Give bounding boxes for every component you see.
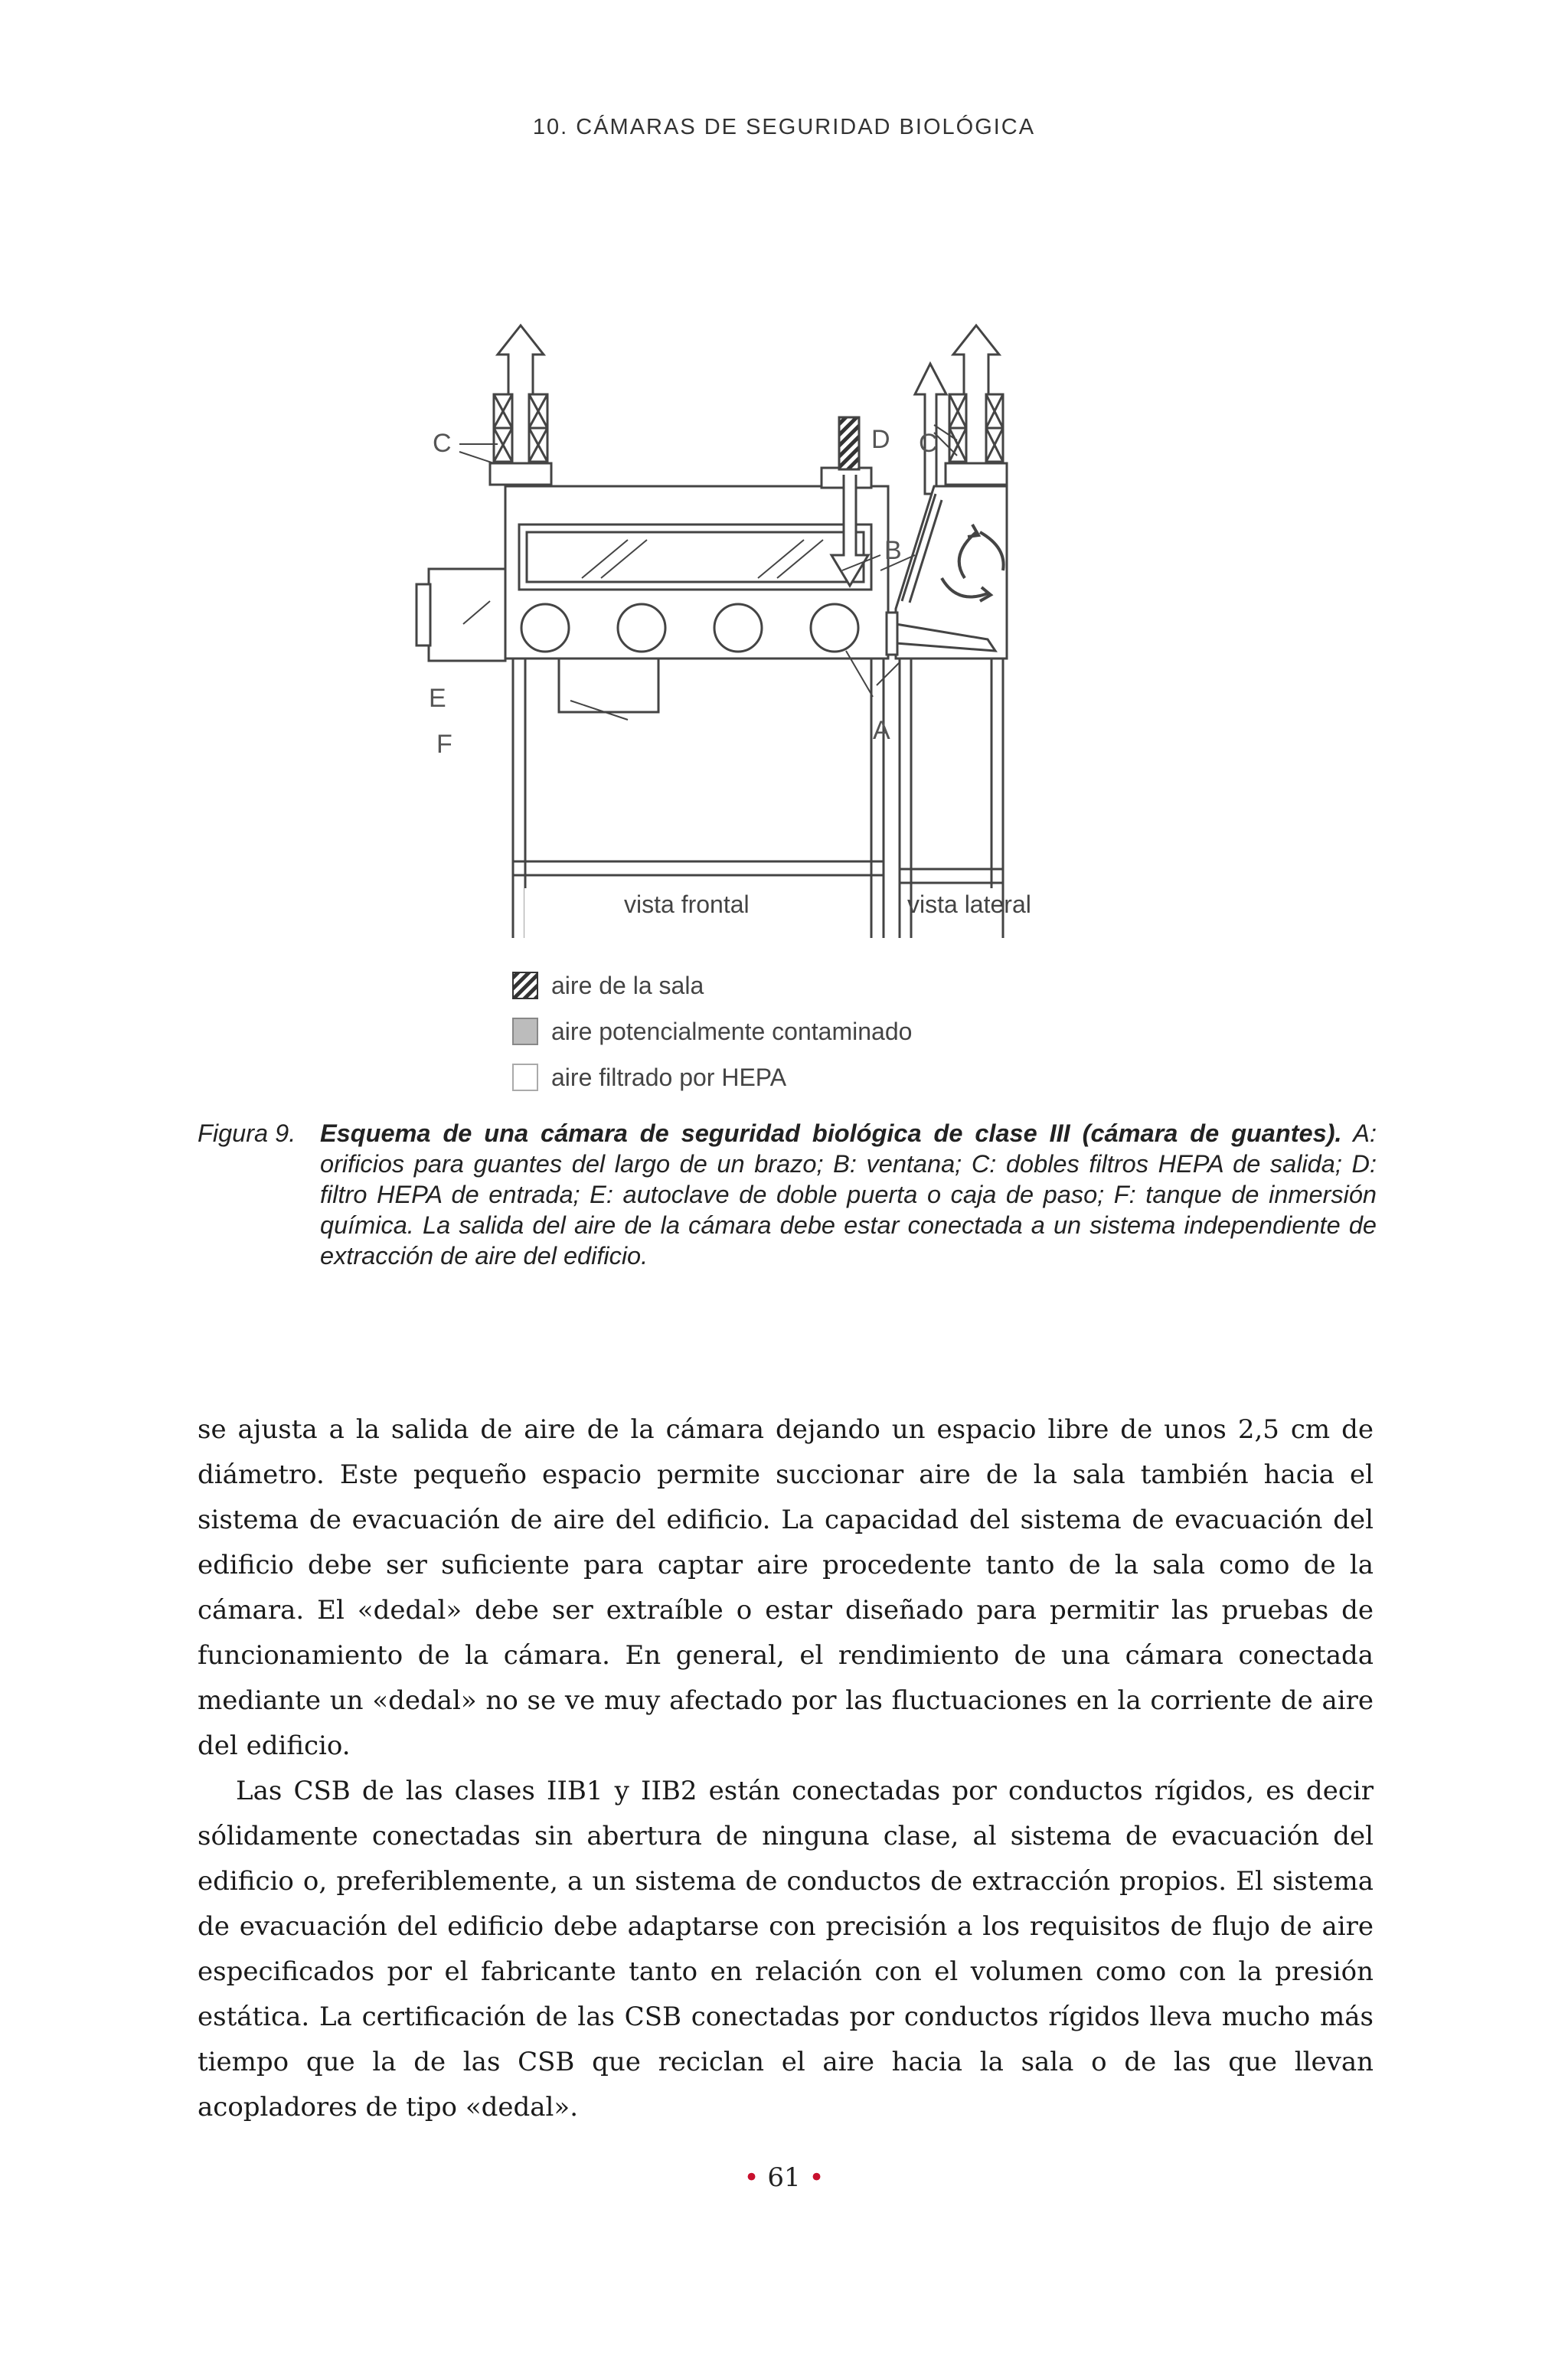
paragraph-1: se ajusta a la salida de aire de la cámara dejando un espacio libre de unos 2,5 cm de diámetro. Este pequeño espacio permite succionar aire de la sala también hacia el sistema de evacuación de aire del edificio. La capacidad del sistema de evacuación del edificio debe ser suficiente para captar aire procedente tanto de la sala como de la cámara. El «dedal» debe ser extraíble o estar diseñado para permitir las pruebas de funcionamiento de la cámara. En general, el rendimiento de una cámara conectada mediante un «dedal» no se ve muy afectado por las fluctuaciones en la corriente de aire del edificio. — [198, 1414, 1374, 1761]
hatched-swatch-icon — [513, 972, 537, 998]
front-view — [416, 325, 888, 938]
label-vista-lateral: vista lateral — [907, 891, 1031, 918]
class-iii-cabinet-diagram — [406, 302, 1187, 1099]
legend-contaminated-air: aire potencialmente contaminado — [551, 1018, 913, 1045]
label-vista-frontal: vista frontal — [624, 891, 750, 918]
body-text — [198, 1407, 1374, 2130]
side-view — [877, 325, 1007, 938]
bullet-right-icon: • — [808, 2162, 825, 2193]
legend-hepa-air: aire filtrado por HEPA — [551, 1064, 787, 1091]
label-c-side: C — [919, 429, 938, 458]
bullet-left-icon: • — [743, 2162, 760, 2193]
page-number-value: 61 — [767, 2162, 801, 2193]
gray-swatch-icon — [513, 1018, 537, 1044]
caption-text: A: orificios para guantes del largo de un brazo; B: ventana; C: dobles filtros HEPA de salida; D: filtro HEPA de entrada; E: autoclave de doble puerta o caja de paso; F: tanque de inmersión química. La salida del aire de la cámara debe estar conectada a un sistema independiente de extracción de aire del edificio. — [320, 1119, 1377, 1270]
white-swatch-icon — [513, 1064, 537, 1090]
caption-number: Figura 9. — [198, 1119, 296, 1147]
caption-title: Esquema de una cámara de seguridad biológica de clase III (cámara de guantes). — [320, 1119, 1342, 1147]
legend — [513, 972, 912, 1091]
paragraph-2: Las CSB de las clases IIB1 y IIB2 están conectadas por conductos rígidos, es decir sólidamente conectadas sin abertura de ninguna clase, al sistema de evacuación del edificio o, preferiblemente, a un sistema de conductos de extracción propios. El sistema de evacuación del edificio debe adaptarse con precisión a los requisitos de flujo de aire especificados por el fabricante tanto en relación con el volumen como con la presión estática. La certificación de las CSB conectadas por conductos rígidos lleva mucho más tiempo que la de las CSB que reciclan el aire hacia la sala o de las que llevan acopladores de tipo «dedal». — [198, 1776, 1374, 2123]
label-a: A — [873, 716, 890, 745]
running-header: 10. CÁMARAS DE SEGURIDAD BIOLÓGICA — [532, 115, 1036, 139]
figure-diagram — [406, 302, 1187, 1099]
page-number — [0, 2162, 1568, 2193]
label-e: E — [429, 684, 446, 713]
label-d: D — [871, 425, 890, 454]
label-b: B — [884, 536, 902, 565]
caption-body — [320, 1118, 1377, 1271]
legend-room-air: aire de la sala — [551, 972, 704, 999]
label-f: F — [436, 730, 452, 759]
label-c-front: C — [433, 429, 452, 458]
